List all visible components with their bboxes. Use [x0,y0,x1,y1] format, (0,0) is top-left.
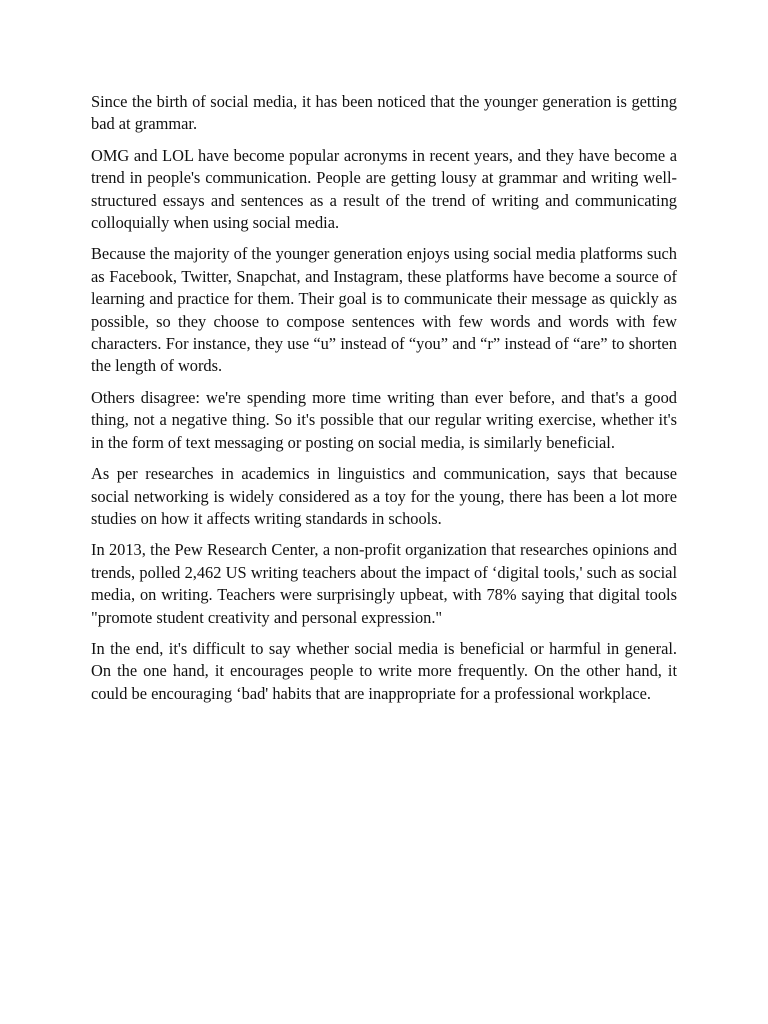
paragraph-conclusion: In the end, it's difficult to say whether social media is beneficial or harmful in general. On the one hand, it encourages people to write more frequently. On the other hand, it could be encouraging ‘bad' habits that are inappropriate for a professional workplace. [91,638,677,703]
paragraph-research: As per researches in academics in linguistics and communication, says that because social networking is widely considered as a toy for the young, there has been a lot more studies on how it affects writing standards in schools. [91,464,677,528]
paragraph-pew-research: In 2013, the Pew Research Center, a non-profit organization that researches opinions and trends, polled 2,462 US writing teachers about the impact of ‘digital tools,' such as social media, on writing. Teachers were surprisingly upbeat, with 78% saying that digital tools "promote student creativity and personal expression." [91,540,677,627]
paragraph-grammar-intro: Since the birth of social media, it has been noticed that the younger generation is getting bad at grammar. [91,92,677,134]
paragraph-others-disagree: Others disagree: we're spending more time writing than ever before, and that's a good thing, not a negative thing. So it's possible that our regular writing exercise, whether it's in the form of text messaging or posting on social media, is similarly beneficial. [91,387,677,452]
document-page [91,91,677,714]
paragraph-acronyms: OMG and LOL have become popular acronyms in recent years, and they have become a trend in people's communication. People are getting lousy at grammar and writing well-structured essays and sentences as a result of the trend of writing and communicating colloquially when using social media. [91,145,677,233]
paragraph-platforms: Because the majority of the younger generation enjoys using social media platforms such as Facebook, Twitter, Snapchat, and Instagram, these platforms have become a source of learning and practice for them. Their goal is to communicate their message as quickly as possible, so they choose to compose sentences with few words and words with few characters. For instance, they use “u” instead of “you” and “r” instead of “are” to shorten the length of words. [91,244,677,376]
